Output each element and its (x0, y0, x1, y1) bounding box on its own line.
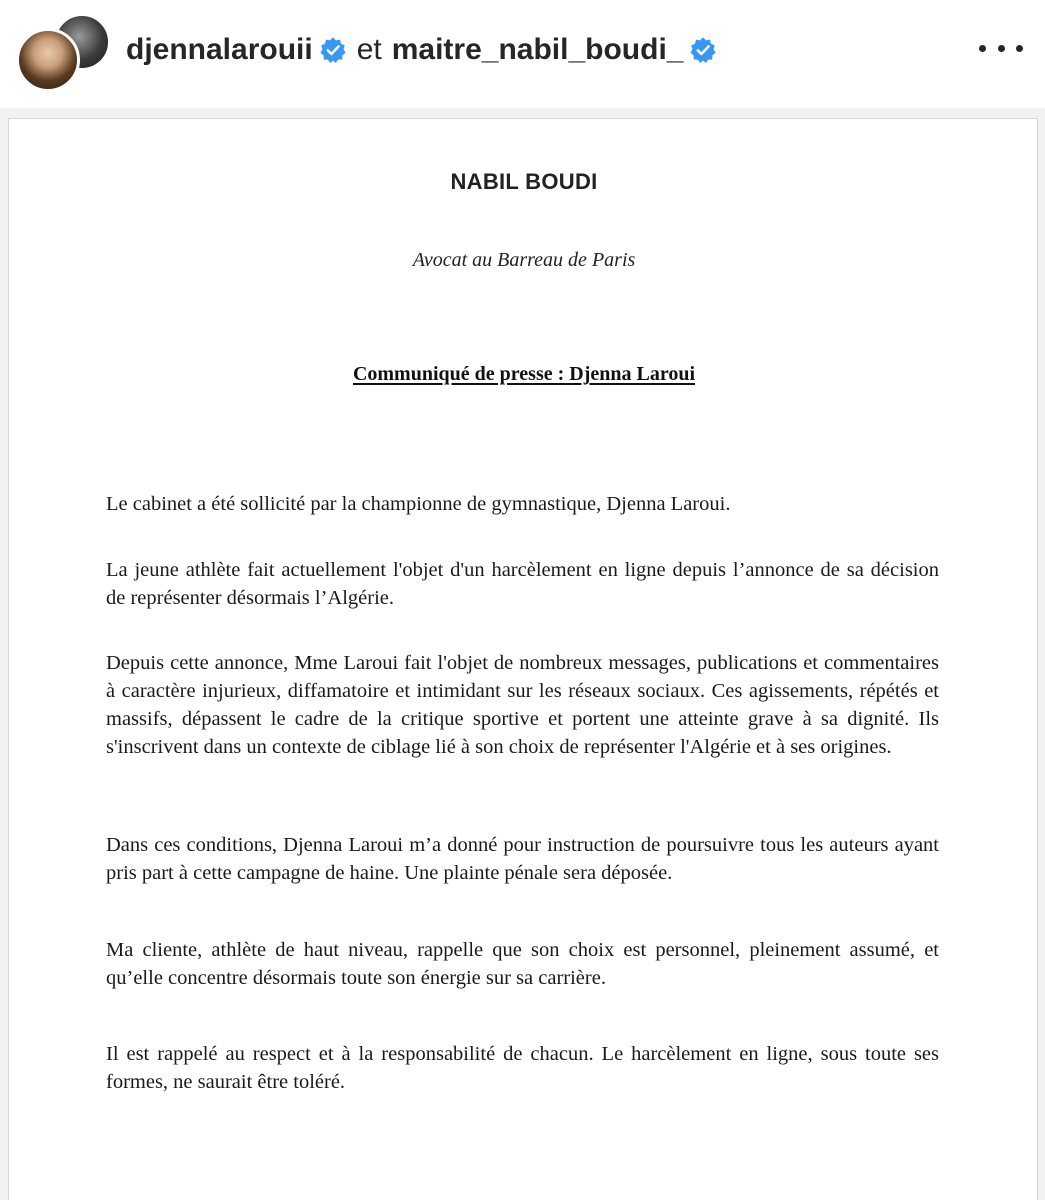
avatar-djennalarouii[interactable] (16, 28, 80, 92)
paragraph: Il est rappelé au respect et à la responsabilité de chacun. Le harcèlement en ligne, sous toute ses formes, ne saurait être toléré. (106, 1043, 939, 1093)
press-release-title (9, 363, 1039, 386)
dot (979, 45, 986, 52)
dot (998, 45, 1005, 52)
press-release-document (8, 118, 1038, 1200)
collab-connector: et (356, 33, 382, 66)
paragraph: La jeune athlète fait actuellement l'objet d'un harcèlement en ligne depuis l’annonce de sa décision de représenter désormais l’Algérie. (106, 559, 939, 609)
username-djennalarouii[interactable]: djennalarouii (126, 33, 313, 66)
paragraph: Depuis cette annonce, Mme Laroui fait l'objet de nombreux messages, publications et commentaires à caractère injurieux, diffamatoire et intimidant sur les réseaux sociaux. Ces agissements, répétés et massifs, dépassent le cadre de la critique sportive et portent une atteinte grave à sa dignité. Ils s'inscrivent dans un contexte de ciblage lié à son choix de représenter l'Algérie et à ses origines. (106, 652, 939, 758)
document-heading: NABIL BOUDI (450, 169, 598, 194)
paragraph: Dans ces conditions, Djenna Laroui m’a donné pour instruction de poursuivre tous les auteurs ayant pris part à cette campagne de haine. Une plainte pénale sera déposée. (106, 834, 939, 884)
verified-badge-icon (319, 36, 347, 64)
document-subheading: Avocat au Barreau de Paris (412, 249, 636, 271)
paragraph: Ma cliente, athlète de haut niveau, rappelle que son choix est personnel, pleinement assumé, et qu’elle concentre désormais toute son énergie sur sa carrière. (106, 939, 939, 989)
username-maitre-nabil-boudi[interactable]: maitre_nabil_boudi_ (391, 33, 684, 66)
more-options-icon[interactable] (979, 36, 1023, 60)
dot (1016, 45, 1023, 52)
collab-avatars[interactable] (16, 14, 98, 90)
press-release-title-text: Communiqué de presse : Djenna Laroui (352, 363, 696, 385)
verified-badge-icon (689, 36, 717, 64)
collab-title (126, 30, 717, 70)
post-header (0, 0, 1045, 108)
paragraph: Le cabinet a été sollicité par la championne de gymnastique, Djenna Laroui. (106, 493, 731, 515)
